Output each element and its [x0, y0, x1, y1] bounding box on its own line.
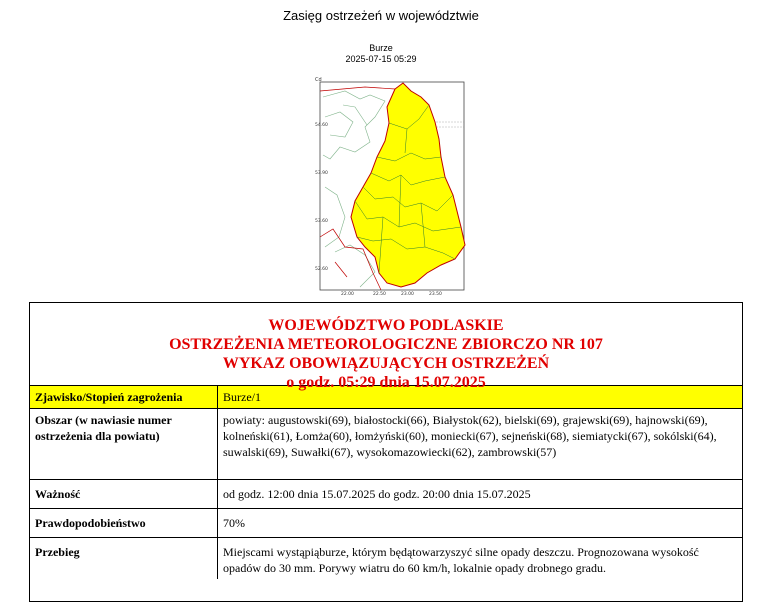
map-corner-label: Cd — [315, 77, 322, 83]
probability-value: 70% — [218, 509, 743, 538]
page-title: Zasięg ostrzeżeń w województwie — [283, 8, 479, 23]
lat-tick: 53.90 — [315, 171, 328, 176]
map-datetime: 2025-07-15 05:29 — [345, 54, 417, 64]
warning-table — [30, 385, 742, 579]
lon-tick: 22.00 — [341, 292, 354, 295]
lon-tick: 23.00 — [401, 292, 414, 295]
header-region: WOJEWÓDZTWO PODLASKIE — [268, 317, 504, 334]
map-phenomenon: Burze — [369, 43, 393, 53]
table-row — [30, 409, 742, 480]
phenomenon-label: Zjawisko/Stopień zagrożenia — [30, 386, 218, 409]
table-row — [30, 538, 742, 580]
header-warning-number: OSTRZEŻENIA METEOROLOGICZNE ZBIORCZO NR 107 — [169, 336, 603, 353]
validity-label: Ważność — [30, 480, 218, 509]
lat-tick: 53.60 — [315, 219, 328, 224]
course-label: Przebieg — [30, 538, 218, 580]
course-value: Miejscami wystąpiąburze, którym będątowarzyszyć silne opady deszczu. Prognozowana wysokość opadów do 30 mm. Porywy wiatru do 60 km/h, lokalnie opady drobnego gradu. — [218, 538, 743, 580]
warning-map — [315, 77, 467, 295]
area-label: Obszar (w nawiasie numer ostrzeżenia dla powiatu) — [30, 409, 218, 480]
report-header — [30, 303, 742, 391]
lon-tick: 22.50 — [373, 292, 386, 295]
phenomenon-value: Burze/1 — [218, 386, 743, 409]
lat-tick: 52.60 — [315, 267, 328, 272]
area-value: powiaty: augustowski(69), białostocki(66), Białystok(62), bielski(69), grajewski(69), hajnowski(69), kolneński(61), Łomża(60), łomżyński(60), moniecki(67), sejneński(68), siemiatycki(67), sokólski(64), suwalski(69), Suwałki(67), wysokomazowiecki(62), zambrowski(57) — [218, 409, 743, 480]
header-timestamp: o godz. 05:29 dnia 15.07.2025 — [286, 374, 486, 391]
probability-label: Prawdopodobieństwo — [30, 509, 218, 538]
lat-tick: 54.60 — [315, 123, 328, 128]
validity-value: od godz. 12:00 dnia 15.07.2025 do godz. 20:00 dnia 15.07.2025 — [218, 480, 743, 509]
table-row — [30, 509, 742, 538]
warning-report — [29, 302, 743, 602]
lon-tick: 23.50 — [429, 292, 442, 295]
header-list-title: WYKAZ OBOWIĄZUJĄCYCH OSTRZEŻEŃ — [222, 355, 550, 372]
table-row — [30, 480, 742, 509]
